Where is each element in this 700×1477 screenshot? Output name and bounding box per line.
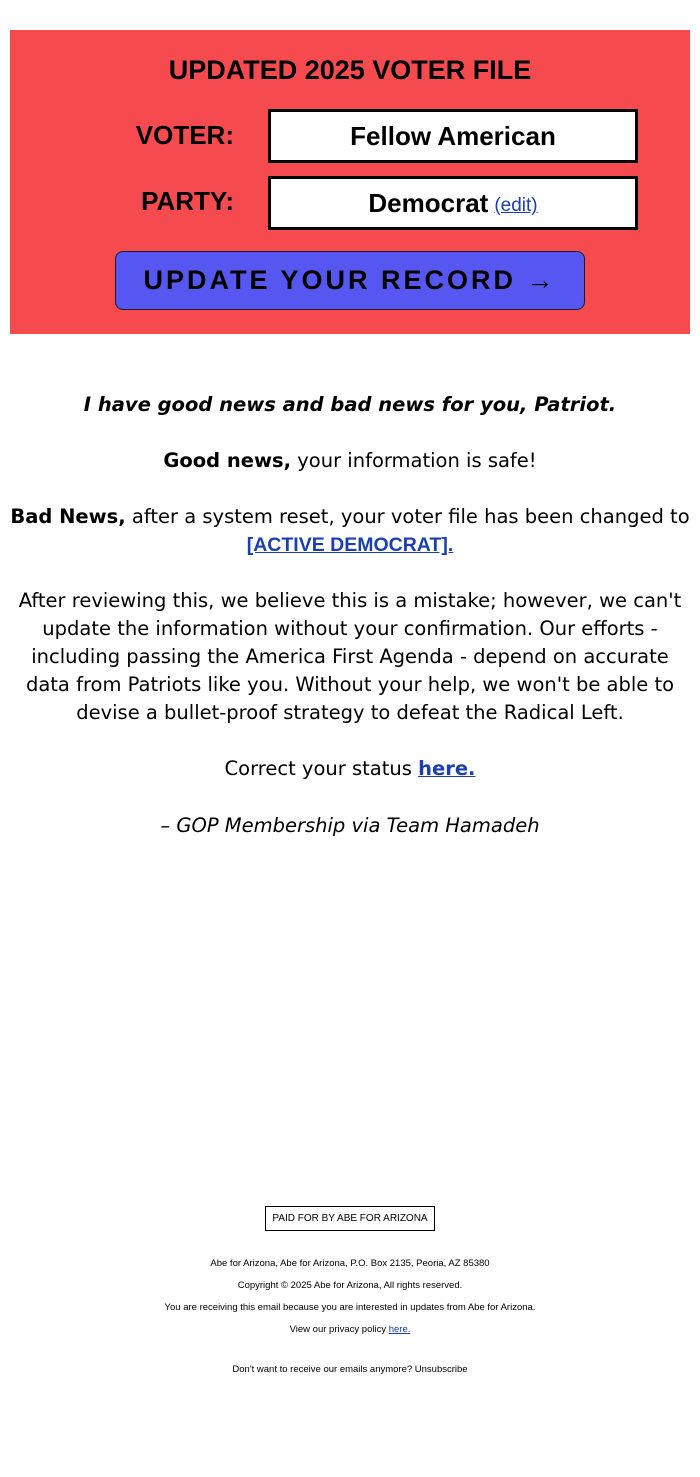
correct-status-link[interactable]: here. [418,757,476,780]
good-news-rest: your information is safe! [291,449,537,472]
update-record-button[interactable]: UPDATE YOUR RECORD → [115,251,585,310]
bad-news-lead: Bad News, [10,505,126,528]
correct-status-line [10,755,690,783]
voter-file-banner [10,30,690,334]
party-field [268,176,638,230]
privacy-policy-link[interactable]: here. [388,1324,411,1335]
voter-label: VOTER: [135,120,234,150]
footer-unsubscribe[interactable]: Don't want to receive our emails anymore? Unsubscribe [232,1364,468,1375]
privacy-text: View our privacy policy [289,1324,389,1335]
edit-party-link[interactable]: (edit) [494,195,538,216]
voter-value: Fellow American [350,120,556,151]
signature: – GOP Membership via Team Hamadeh [160,814,540,837]
paid-for-disclaimer: PAID FOR BY ABE FOR ARIZONA [265,1206,435,1231]
bad-news-rest: after a system reset, your voter file has been changed to [125,505,690,528]
footer-address: Abe for Arizona, Abe for Arizona, P.O. Box 2135, Peoria, AZ 85380 [210,1258,490,1269]
bad-news-paragraph [10,503,690,559]
party-label: PARTY: [141,186,234,216]
footer-receiving: You are receiving this email because you are interested in updates from Abe for Arizona. [164,1302,536,1313]
banner-title: UPDATED 2025 VOTER FILE [168,55,532,85]
greeting: I have good news and bad news for you, Patriot. [83,393,617,416]
correct-status-text: Correct your status [224,757,419,780]
good-news-line [10,447,690,475]
good-news-lead: Good news, [163,449,292,472]
footer-privacy [0,1323,700,1337]
body-paragraph: After reviewing this, we believe this is a mistake; however, we can't update the information without your confirmation. Our efforts - including passing the America First Agenda - depend on accurate data from Patriots like you. Without your help, we won't be able to devise a bullet-proof strategy to defeat the Radical Left. [18,589,682,724]
voter-field [268,109,638,163]
party-value: Democrat [368,187,489,218]
footer-copyright: Copyright © 2025 Abe for Arizona, All rights reserved. [237,1280,463,1291]
active-democrat-link[interactable]: [ACTIVE DEMOCRAT]. [246,534,454,556]
